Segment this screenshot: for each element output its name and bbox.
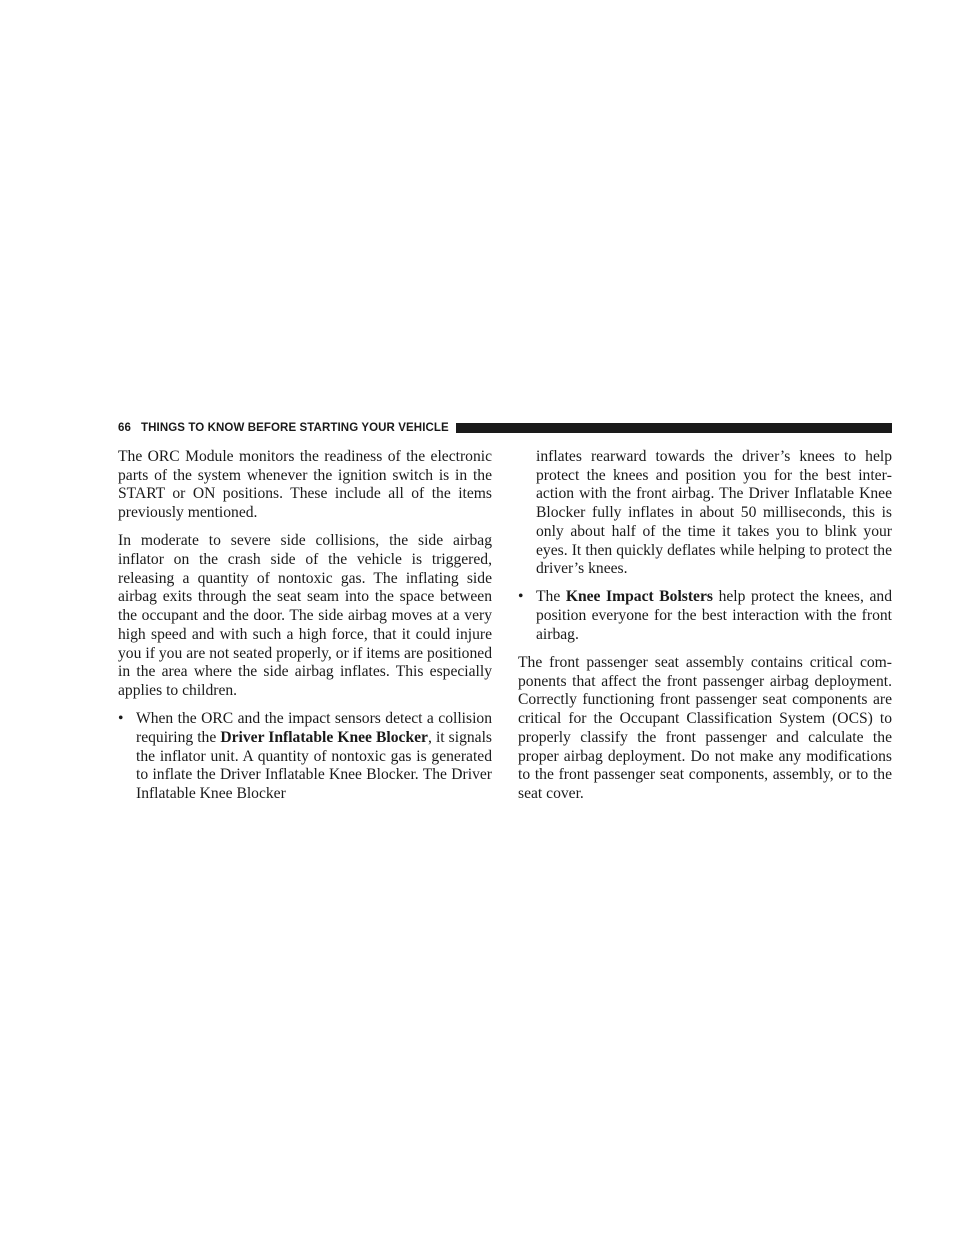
bullet-knee-blocker-continued: inflates rearward towards the driver’s knees to help protect the knees and position you for the best interaction with the front airbag. The Driver Inflatable Knee Blocker fully inflates in about 50 milliseconds, this is only about half of the time it takes you to blink your eyes. It then quickly deflates while helping to protect the driver’s knees. [536,448,892,578]
bullet-text-end: help protect the knees, and position everyone for the best interaction with the front airbag. [536,588,892,643]
bullet-text-end: , it signals the inflator unit. A quantity of nontoxic gas is generated to inflate the Driver Inflatable Knee Blocker. The Driver Inflatable Knee Blocker [136,728,492,802]
paragraph-passenger-seat: The front passenger seat assembly contains critical components that affect the front passenger airbag deployment. Correctly functioning front passenger seat components are critical for the Occupant Classification System (OCS) to properly classify the front passenger and calculate the proper airbag deployment. Do not make any modifications to the front passenger seat components, assembly, or to the seat cover. [518,654,892,802]
bullet-marker: • [118,710,124,728]
paragraph-orc-module: The ORC Module monitors the readiness of the electronic parts of the system whenever the ignition switch is in the START or ON positions. These include all of the items previously mentioned. [118,448,492,522]
bullet-bold-term: Driver Inflatable Knee Blocker [220,728,428,746]
bullet-text-start: When the ORC and the impact sensors detect a collision requiring the [136,710,492,746]
header-rule [456,423,892,433]
page-number: 66 [118,422,131,434]
page-header [118,418,892,438]
right-column [518,448,892,813]
bullet-bold-term: Knee Impact Bolsters [565,588,713,606]
section-title: THINGS TO KNOW BEFORE STARTING YOUR VEHICLE [141,422,449,434]
bullet-knee-blocker [118,710,492,804]
left-column [118,448,492,813]
paragraph-side-collisions: In moderate to severe side collisions, the side airbag inflator on the crash side of the vehicle is triggered, releasing a quantity of nontoxic gas. The inflating side airbag exits through the seat seam into the space between the occupant and the door. The side airbag moves at a very high speed and with such a high force, that it could injure you if you are not seated properly, or if items are positioned in the area where the side airbag inflates. This especially applies to children. [118,532,492,699]
bullet-knee-bolsters [518,588,892,644]
bullet-text-start: The [536,588,566,606]
bullet-marker: • [518,588,524,606]
